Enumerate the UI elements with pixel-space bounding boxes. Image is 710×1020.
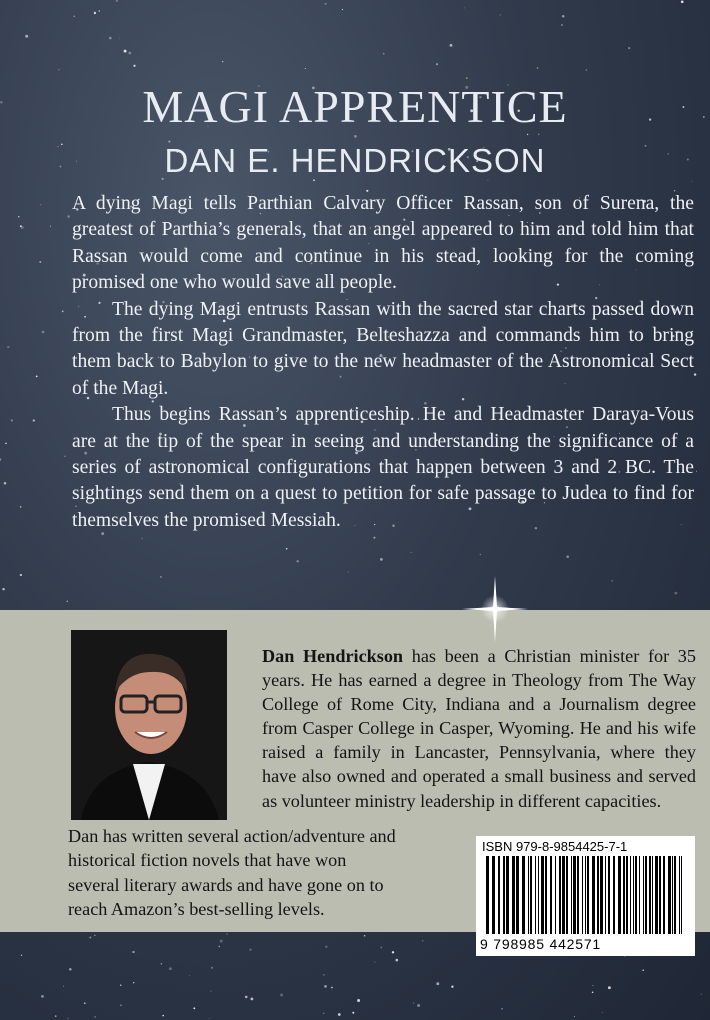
blurb-paragraph: The dying Magi entrusts Rassan with the sacred star charts passed down from the first Magi Grandmaster, Belteshazza and commands him to bring them back to Babylon to give to the new headmaster of the Astronomical Sect of the Magi. xyxy=(72,298,694,399)
blurb-paragraph: Thus begins Rassan’s apprenticeship. He and Headmaster Daraya-Vous are at the tip of the spear in seeing and understanding the significance of a series of astronomical configurations that happen between 3 and 2 BC. The sightings send them on a quest to petition for safe passage to Judea to find for themselves the promised Messiah. xyxy=(72,404,694,531)
book-title: MAGI APPRENTICE xyxy=(142,81,568,132)
blurb-paragraph: A dying Magi tells Parthian Calvary Officer Rassan, son of Surena, the greatest of Parthia’s generals, that an angel appeared to him and told him that Rassan would come and continue in his stead, looking for the coming promised one who would save all people. xyxy=(72,193,694,294)
book-blurb xyxy=(72,191,694,534)
author-portrait-icon xyxy=(71,630,227,820)
isbn-barcode xyxy=(476,836,695,956)
barcode-bars-icon xyxy=(482,856,689,936)
author-bio-extra: Dan has written several action/adventure and historical fiction novels that have won several literary awards and have gone on to reach Amazon’s best-selling levels. xyxy=(68,826,396,919)
sparkle-star-icon xyxy=(462,576,528,642)
isbn-label: ISBN 979-8-9854425-7-1 xyxy=(482,839,628,854)
author-photo xyxy=(71,630,227,820)
author-bio-text: has been a Christian minister for 35 years. He has earned a degree in Theology from The Way College of Rome City, Indiana and a Journalism degree from Casper College in Casper, Wyoming. He and his wife raised a family in Lancaster, Pennsylvania, where they have also owned and operated a small business and served as volunteer ministry leadership in different capacities. xyxy=(262,646,696,811)
author-name: DAN E. HENDRICKSON xyxy=(164,142,546,179)
author-bio xyxy=(262,644,696,813)
barcode-digits: 9 798985 442571 xyxy=(480,936,601,952)
author-bio-name: Dan Hendrickson xyxy=(262,646,404,666)
